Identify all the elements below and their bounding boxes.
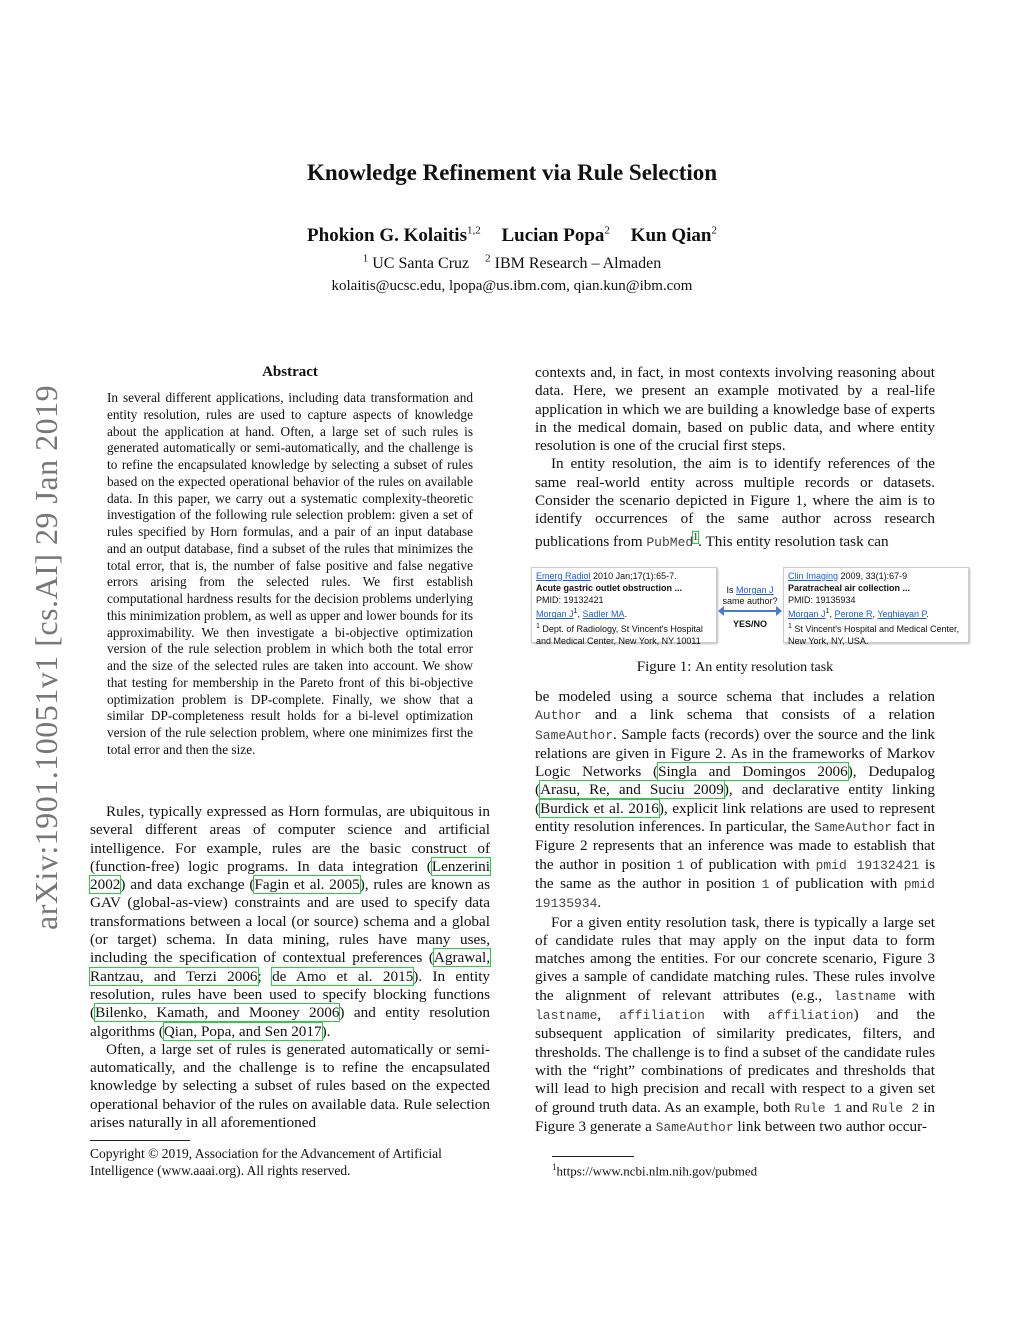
figure-1 bbox=[531, 567, 960, 647]
right-column-bottom bbox=[535, 688, 935, 1137]
double-arrow-icon bbox=[723, 610, 777, 612]
author-emails: kolaitis@ucsc.edu, lpopa@us.ibm.com, qian.kun@ibm.com bbox=[331, 278, 693, 294]
author-2: Lucian Popa$^2$ bbox=[501, 225, 610, 247]
right-paragraph-4: For a given entity resolution task, there is typically a large set of candidate rules that may apply on the input data to form matches among the entities. For our concrete scenario, Figure 3 gives a sample of candidate matching rules. These rules involve the alignment of relevant attributes (e.g., lastname with lastname, affiliation with affiliation) and the subsequent application of similarity predicates, filters, and thresholds. The challenge is to find a subset of the candidate rules with the “right” combinations of predicates and thresholds that will lead to high precision and recall with respect to a given set of ground truth data. As an example, both Rule 1 and Rule 2 in Figure 3 generate a SameAuthor link between two author occur- bbox=[535, 913, 936, 1135]
author-link-sadler[interactable]: Sadler MA bbox=[582, 609, 625, 620]
citation-arasu[interactable]: Arasu, Re, and Suciu 2009 bbox=[540, 781, 724, 799]
author-3: Kun Qian$^2$ bbox=[630, 225, 717, 247]
right-column-top bbox=[535, 364, 935, 552]
author-link-morgan-left[interactable]: Morgan J bbox=[536, 609, 574, 620]
citation-qian[interactable]: Qian, Popa, and Sen 2017 bbox=[163, 1022, 322, 1040]
affiliations bbox=[0, 253, 1024, 273]
citation-de-amo[interactable]: de Amo et al. 2015 bbox=[272, 967, 414, 985]
citation-burdick[interactable]: Burdick et al. 2016 bbox=[540, 799, 659, 817]
affiliation-2: $^2$ IBM Research – Almaden bbox=[485, 253, 662, 273]
paper-title: Knowledge Refinement via Rule Selection bbox=[306, 160, 718, 185]
author-link-yeghiayan[interactable]: Yeghiayan P bbox=[877, 609, 927, 620]
citation-agrawal[interactable]: Agrawal, Rantzau, and Terzi 2006 bbox=[90, 949, 490, 985]
footnote-1: $^1$https://www.ncbi.nlm.nih.gov/pubmed bbox=[552, 1162, 758, 1179]
figure-1-caption: Figure 1: An entity resolution task bbox=[636, 659, 834, 675]
citation-bilenko[interactable]: Bilenko, Kamath, and Mooney 2006 bbox=[95, 1004, 340, 1022]
citation-singla[interactable]: Singla and Domingos 2006 bbox=[658, 763, 848, 781]
author-link-morgan-right[interactable]: Morgan J bbox=[788, 609, 826, 620]
journal-link-left[interactable]: Emerg Radiol bbox=[536, 571, 591, 581]
right-paragraph-2: In entity resolution, the aim is to identify references of the same real-world entity across multiple records or datasets. Consider the scenario depicted in Figure 1, where the aim is to identify occurrences of the same author across research publications from PubMed$^1$. This entity resolution task can bbox=[535, 455, 935, 550]
author-link-morgan-mid[interactable]: Morgan J bbox=[736, 585, 774, 595]
copyright-notice: Copyright © 2019, Association for the Advancement of Artificial Intelligence (www.aaai.org). All rights reserved. bbox=[90, 1146, 442, 1178]
footnote-divider bbox=[552, 1156, 634, 1157]
same-author-question: Is Morgan J same author? bbox=[722, 585, 778, 606]
author-link-perone[interactable]: Perone R bbox=[834, 609, 873, 620]
copyright-divider bbox=[90, 1140, 190, 1141]
footnote-ref-1[interactable]: 1 bbox=[693, 531, 699, 543]
right-paragraph-1: contexts and, in fact, in most contexts involving reasoning about data. Here, we present an example motivated by a real-life application in which we are building a knowledge base of experts in the medical domain, based on public data, and where entity resolution is one of the crucial first steps. bbox=[535, 364, 935, 455]
record-card-right: Clin Imaging 2009, 33(1):67-9 Paratracheal air collection ... PMID: 19135934 Morgan $J^1$, Perone R, Yeghiayan P. $^1$ St Vincent's Hospital and Medical Center, New York, NY, USA. bbox=[783, 567, 969, 643]
abstract-heading: Abstract bbox=[262, 364, 318, 380]
author-list bbox=[0, 225, 1024, 247]
yes-no-label: YES/NO bbox=[732, 619, 767, 629]
affiliation-1: $^1$ UC Santa Cruz bbox=[362, 253, 470, 273]
arxiv-identifier: arXiv:1901.10051v1 [cs.AI] 29 Jan 2019 bbox=[28, 384, 64, 930]
record-card-left: Emerg Radiol 2010 Jan;17(1):65-7. Acute gastric outlet obstruction ... PMID: 19132421 Morgan $J^1$, Sadler MA. $^1$ Dept. of Radiology, St Vincent's Hospital and Medical Center, New York, NY 10011 bbox=[531, 567, 717, 643]
abstract-text: In several different applications, including data transformation and entity resolution, rules are used to capture aspects of knowledge about the application at hand. Often, a large set of such rules is generated automatically or semi-automatically, and the challenge is to refine the encapsulated knowledge by selecting a subset of rules based on the expected operational behavior of the rules on available data. In this paper, we carry out a systematic complexity-theoretic investigation of the following rule selection problem: given a set of rules specified by Horn formulas, and a pair of an input database and an output database, find a subset of the rules that minimizes the total error, that is, the number of false positive and false negative errors arising from the selected rules. We first establish computational hardness results for the decision problems underlying this minimization problem, as well as upper and lower bounds for its approximability. We then investigate a bi-objective optimization version of the rule selection problem in which both the total error and the size of the selected rules are taken into account. We show that testing for membership in the Pareto front of this bi-objective optimization problem is DP-complete. Finally, we show that a similar DP-completeness result holds for a bi-level optimization version of the rule selection problem, where one minimizes first the total error and then the size. bbox=[107, 390, 473, 757]
citation-fagin[interactable]: Fagin et al. 2005 bbox=[254, 876, 360, 894]
right-paragraph-3: be modeled using a source schema that includes a relation Author and a link schema that consists of a relation SameAuthor. Sample facts (records) over the source and the link relations are given in Figure 2. As in the frameworks of Markov Logic Networks (Singla and Domingos 2006), Dedupalog (Arasu, Re, and Suciu 2009), and declarative entity linking (Burdick et al. 2016), explicit link relations are used to represent entity resolution inferences. In particular, the SameAuthor fact in Figure 2 represents that an inference was made to establish that the author in position 1 of publication with pmid 19132421 is the same as the author in position 1 of publication with pmid 19135934. bbox=[535, 688, 936, 912]
intro-paragraph-2: Often, a large set of rules is generated automatically or semi-automatically, and the challenge is to refine the encapsulated knowledge by selecting a subset of rules based on the expected operational behavior of the rules on available data. Rule selection arises naturally in all aforementioned bbox=[90, 1040, 490, 1132]
citation-lenzerini[interactable]: Lenzerini 2002 bbox=[90, 857, 490, 894]
intro-paragraph-1: Rules, typically expressed as Horn formulas, are ubiquitous in several different areas of computer science and artificial intelligence. For example, rules are the basic construct of (function-free) logic programs. In data integration (Lenzerini 2002) and data exchange (Fagin et al. 2005), rules are known as GAV (global-as-view) constraints and are used to specify data transformations between a local (or source) schema and a global (or target) schema. In data mining, rules have many uses, including the specification of contextual preferences (Agrawal, Rantzau, and Terzi 2006; de Amo et al. 2015). In entity resolution, rules have been used to specify blocking functions (Bilenko, Kamath, and Mooney 2006) and entity resolution algorithms (Qian, Popa, and Sen 2017). bbox=[90, 803, 491, 1040]
journal-link-right[interactable]: Clin Imaging bbox=[788, 571, 839, 581]
author-1: Phokion G. Kolaitis$^{1,2}$ bbox=[307, 225, 481, 247]
left-column-body bbox=[90, 803, 490, 1132]
